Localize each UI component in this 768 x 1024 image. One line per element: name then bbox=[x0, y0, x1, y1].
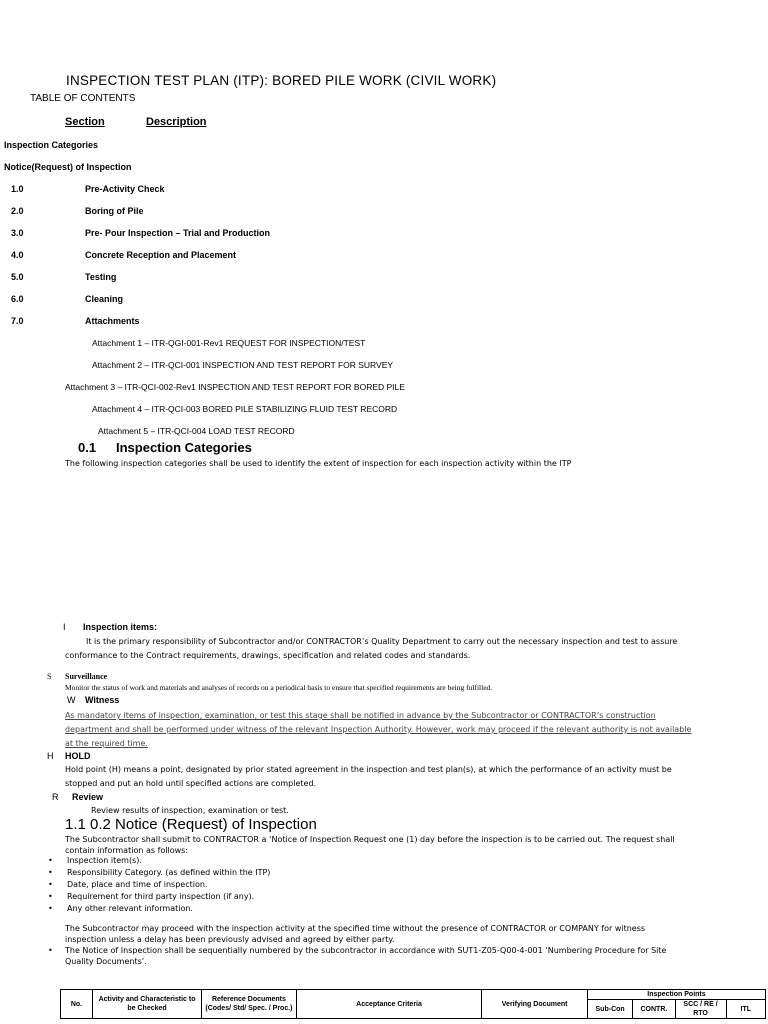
section-heading: 1.1 0.2 Notice (Request) of Inspection bbox=[65, 816, 317, 833]
bullet-item: Inspection item(s). bbox=[67, 856, 142, 865]
toc-item-number: 1.0 bbox=[11, 184, 24, 194]
table-header-reference: Reference Documents (Codes/ Std/ Spec. / Proc.) bbox=[202, 990, 297, 1019]
document-title: INSPECTION TEST PLAN (ITP): BORED PILE WORK (CIVIL WORK) bbox=[66, 73, 497, 88]
category-code: I bbox=[63, 622, 66, 632]
paragraph: The Subcontractor may proceed with the inspection activity at the specified time without the presence of CONTRACTOR or COMPANY for witness bbox=[65, 924, 646, 933]
toc-item-number: 2.0 bbox=[11, 206, 24, 216]
category-text: at the required time. bbox=[65, 739, 148, 748]
bullet-item: Any other relevant information. bbox=[67, 904, 193, 913]
category-text: department and shall be performed under witness of the relevant Inspection Authority. However, work may proceed if the relevant authority is not available bbox=[65, 725, 692, 734]
toc-pre-item: Inspection Categories bbox=[4, 140, 99, 150]
category-text: Review results of inspection, examination or test. bbox=[91, 806, 289, 815]
toc-item-description: Attachments bbox=[85, 316, 140, 326]
category-title: HOLD bbox=[65, 751, 91, 761]
toc-pre-item: Notice(Request) of Inspection bbox=[4, 162, 132, 172]
bullet-icon: • bbox=[48, 892, 53, 901]
category-text: It is the primary responsibility of Subcontractor and/or CONTRACTOR’s Quality Department to carry out the necessary inspection and test to assure bbox=[86, 637, 678, 646]
paragraph: Quality Documents’. bbox=[65, 957, 147, 966]
bullet-item: Date, place and time of inspection. bbox=[67, 880, 208, 889]
table-header-contr: CONTR. bbox=[633, 1000, 675, 1019]
category-title: Witness bbox=[85, 695, 120, 705]
attachment-item: Attachment 3 – ITR-QCI-002-Rev1 INSPECTION AND TEST REPORT FOR BORED PILE bbox=[65, 382, 405, 392]
table-header-activity: Activity and Characteristic to be Checked bbox=[92, 990, 201, 1019]
table-header-inspection-points: Inspection Points bbox=[587, 990, 765, 1000]
category-text: Monitor the status of work and materials and analyses of records on a periodical basis to ensure that specified requirements are being fulfilled. bbox=[65, 683, 493, 692]
category-text: stopped and put an hold until specified actions are completed. bbox=[65, 779, 317, 788]
paragraph: The Subcontractor shall submit to CONTRACTOR a ‘Notice of Inspection Request one (1) day before the inspection is to be carried out. The request shall bbox=[65, 835, 675, 844]
table-header-acceptance: Acceptance Criteria bbox=[296, 990, 482, 1019]
attachment-item: Attachment 5 – ITR-QCI-004 LOAD TEST RECORD bbox=[98, 426, 295, 436]
paragraph: inspection unless a delay has been previously advised and agreed by either party. bbox=[65, 935, 395, 944]
bullet-icon: • bbox=[48, 880, 53, 889]
category-title: Surveillance bbox=[65, 672, 108, 681]
toc-item-description: Testing bbox=[85, 272, 117, 282]
toc-item-description: Cleaning bbox=[85, 294, 124, 304]
toc-description-header: Description bbox=[146, 116, 207, 128]
category-code: W bbox=[67, 695, 76, 705]
toc-section-header: Section bbox=[65, 116, 105, 128]
toc-item-number: 6.0 bbox=[11, 294, 24, 304]
attachment-item: Attachment 4 – ITR-QCI-003 BORED PILE STABILIZING FLUID TEST RECORD bbox=[92, 404, 398, 414]
attachment-item: Attachment 1 – ITR-QGI-001-Rev1 REQUEST FOR INSPECTION/TEST bbox=[92, 338, 366, 348]
category-text: Hold point (H) means a point, designated by prior stated agreement in the inspection and test plan(s), at which the performance of an activity must be bbox=[65, 765, 672, 774]
toc-item-number: 5.0 bbox=[11, 272, 24, 282]
bullet-item: Requirement for third party inspection (if any). bbox=[67, 892, 255, 901]
section-intro: The following inspection categories shall be used to identify the extent of inspection for each inspection activity within the ITP bbox=[65, 459, 572, 468]
bullet-icon: • bbox=[48, 868, 53, 877]
category-text: As mandatory items of inspection, examination, or test this stage shall be notified in advance by the Subcontractor or CONTRACTOR’s construction bbox=[65, 711, 656, 720]
toc-item-description: Boring of Pile bbox=[85, 206, 144, 216]
category-code: S bbox=[47, 672, 52, 681]
category-title: Review bbox=[72, 792, 104, 802]
toc-item-number: 7.0 bbox=[11, 316, 24, 326]
bullet-icon: • bbox=[48, 904, 53, 913]
toc-item-description: Pre- Pour Inspection – Trial and Production bbox=[85, 228, 271, 238]
toc-item-description: Pre-Activity Check bbox=[85, 184, 165, 194]
bullet-icon: • bbox=[48, 856, 53, 865]
category-code: R bbox=[52, 792, 59, 802]
itp-table bbox=[60, 989, 766, 1019]
toc-item-number: 3.0 bbox=[11, 228, 24, 238]
toc-item-number: 4.0 bbox=[11, 250, 24, 260]
bullet-icon: • bbox=[48, 946, 53, 955]
table-header-scc: SCC / RE / RTO bbox=[675, 1000, 726, 1019]
category-title: Inspection items: bbox=[83, 622, 158, 632]
section-number: 0.1 bbox=[78, 440, 97, 455]
table-header-itl: ITL bbox=[726, 1000, 766, 1019]
table-header-verifying: Verifying Document bbox=[482, 990, 588, 1019]
table-header-no: No. bbox=[61, 990, 93, 1019]
bullet-item: Responsibility Category. (as defined within the ITP) bbox=[67, 868, 271, 877]
section-title: Inspection Categories bbox=[116, 440, 252, 455]
category-code: H bbox=[47, 751, 54, 761]
table-header-subcon: Sub-Con bbox=[587, 1000, 632, 1019]
attachment-item: Attachment 2 – ITR-QCI-001 INSPECTION AND TEST REPORT FOR SURVEY bbox=[92, 360, 394, 370]
category-text: conformance to the Contract requirements, drawings, specification and related codes and standards. bbox=[65, 651, 471, 660]
paragraph: The Notice of Inspection shall be sequentially numbered by the subcontractor in accordance with SUT1-Z05-Q00-4-001 ‘Numbering Procedure for Site bbox=[65, 946, 667, 955]
paragraph: contain information as follows: bbox=[65, 846, 189, 855]
toc-label: TABLE OF CONTENTS bbox=[30, 93, 136, 104]
toc-item-description: Concrete Reception and Placement bbox=[85, 250, 237, 260]
